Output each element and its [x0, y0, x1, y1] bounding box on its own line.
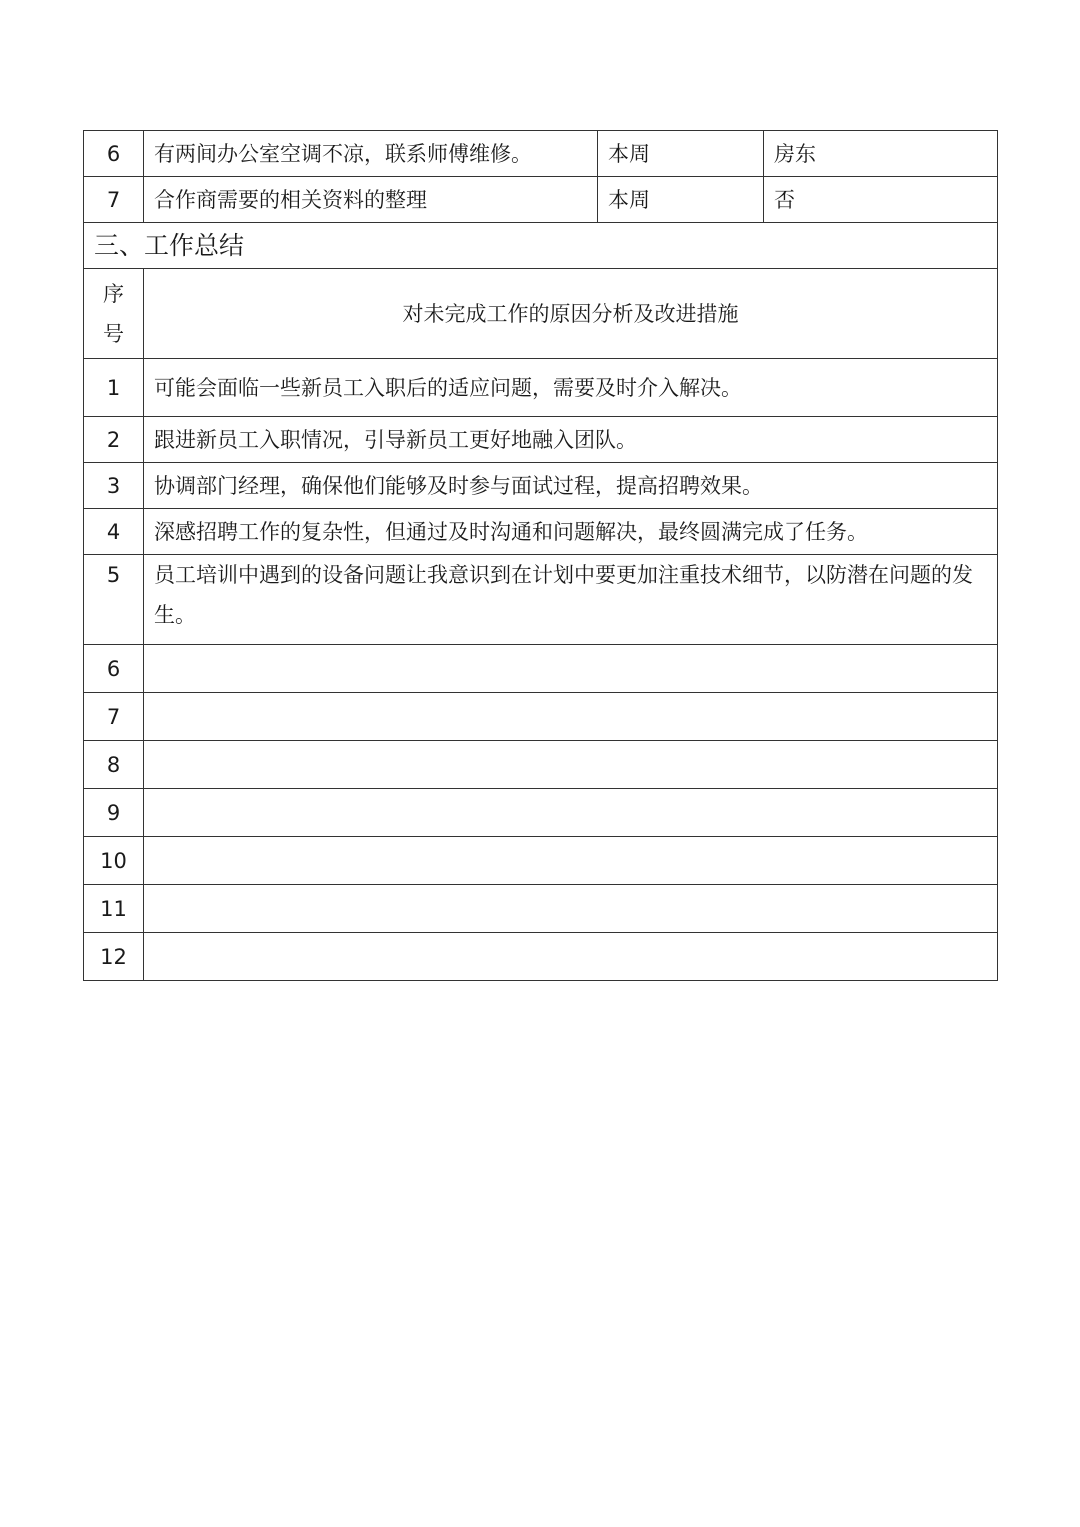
summary-row-text: 深感招聘工作的复杂性，但通过及时沟通和问题解决，最终圆满完成了任务。: [144, 509, 998, 555]
plan-row: [84, 177, 998, 223]
summary-row: [84, 741, 998, 789]
summary-row-text: 可能会面临一些新员工入职后的适应问题，需要及时介入解决。: [144, 359, 998, 417]
summary-row-text: [144, 693, 998, 741]
summary-row-text: [144, 933, 998, 981]
summary-row-text: [144, 741, 998, 789]
header-number-label-line1: 序: [103, 281, 124, 306]
summary-row-text: [144, 789, 998, 837]
summary-row: [84, 933, 998, 981]
plan-row-task: 合作商需要的相关资料的整理: [144, 177, 598, 223]
summary-row-number: 11: [84, 885, 144, 933]
summary-header-row: [84, 269, 998, 359]
work-report-table: [83, 130, 998, 981]
plan-row-support: 房东: [764, 131, 998, 177]
section-header-row: [84, 223, 998, 269]
plan-row: [84, 131, 998, 177]
header-number-label-line2: 号: [103, 321, 124, 346]
summary-row-text: [144, 885, 998, 933]
summary-row: [84, 645, 998, 693]
plan-row-time: 本周: [598, 177, 764, 223]
header-analysis-label: 对未完成工作的原因分析及改进措施: [144, 269, 998, 359]
summary-row: [84, 789, 998, 837]
summary-row: [84, 509, 998, 555]
summary-row: [84, 359, 998, 417]
plan-row-task: 有两间办公室空调不凉，联系师傅维修。: [144, 131, 598, 177]
section-title: 三、工作总结: [84, 223, 998, 269]
summary-row: [84, 837, 998, 885]
summary-row-number: 10: [84, 837, 144, 885]
summary-row-number: 8: [84, 741, 144, 789]
summary-row-text: 协调部门经理，确保他们能够及时参与面试过程，提高招聘效果。: [144, 463, 998, 509]
summary-row-number: 9: [84, 789, 144, 837]
summary-row: [84, 885, 998, 933]
summary-row-number: 1: [84, 359, 144, 417]
summary-row-number: 2: [84, 417, 144, 463]
summary-row-number: 5: [84, 555, 144, 645]
summary-row-text: 员工培训中遇到的设备问题让我意识到在计划中要更加注重技术细节，以防潜在问题的发生。: [144, 555, 998, 645]
summary-row: [84, 417, 998, 463]
summary-row: [84, 555, 998, 645]
plan-row-support: 否: [764, 177, 998, 223]
summary-row: [84, 463, 998, 509]
summary-row-number: 4: [84, 509, 144, 555]
plan-row-time: 本周: [598, 131, 764, 177]
header-number-label: [84, 269, 144, 359]
plan-row-number: 7: [84, 177, 144, 223]
summary-row-text: [144, 645, 998, 693]
summary-row-number: 7: [84, 693, 144, 741]
summary-row-text: [144, 837, 998, 885]
summary-row-text: 跟进新员工入职情况，引导新员工更好地融入团队。: [144, 417, 998, 463]
plan-row-number: 6: [84, 131, 144, 177]
summary-row-number: 3: [84, 463, 144, 509]
summary-row-number: 12: [84, 933, 144, 981]
summary-row: [84, 693, 998, 741]
summary-row-number: 6: [84, 645, 144, 693]
